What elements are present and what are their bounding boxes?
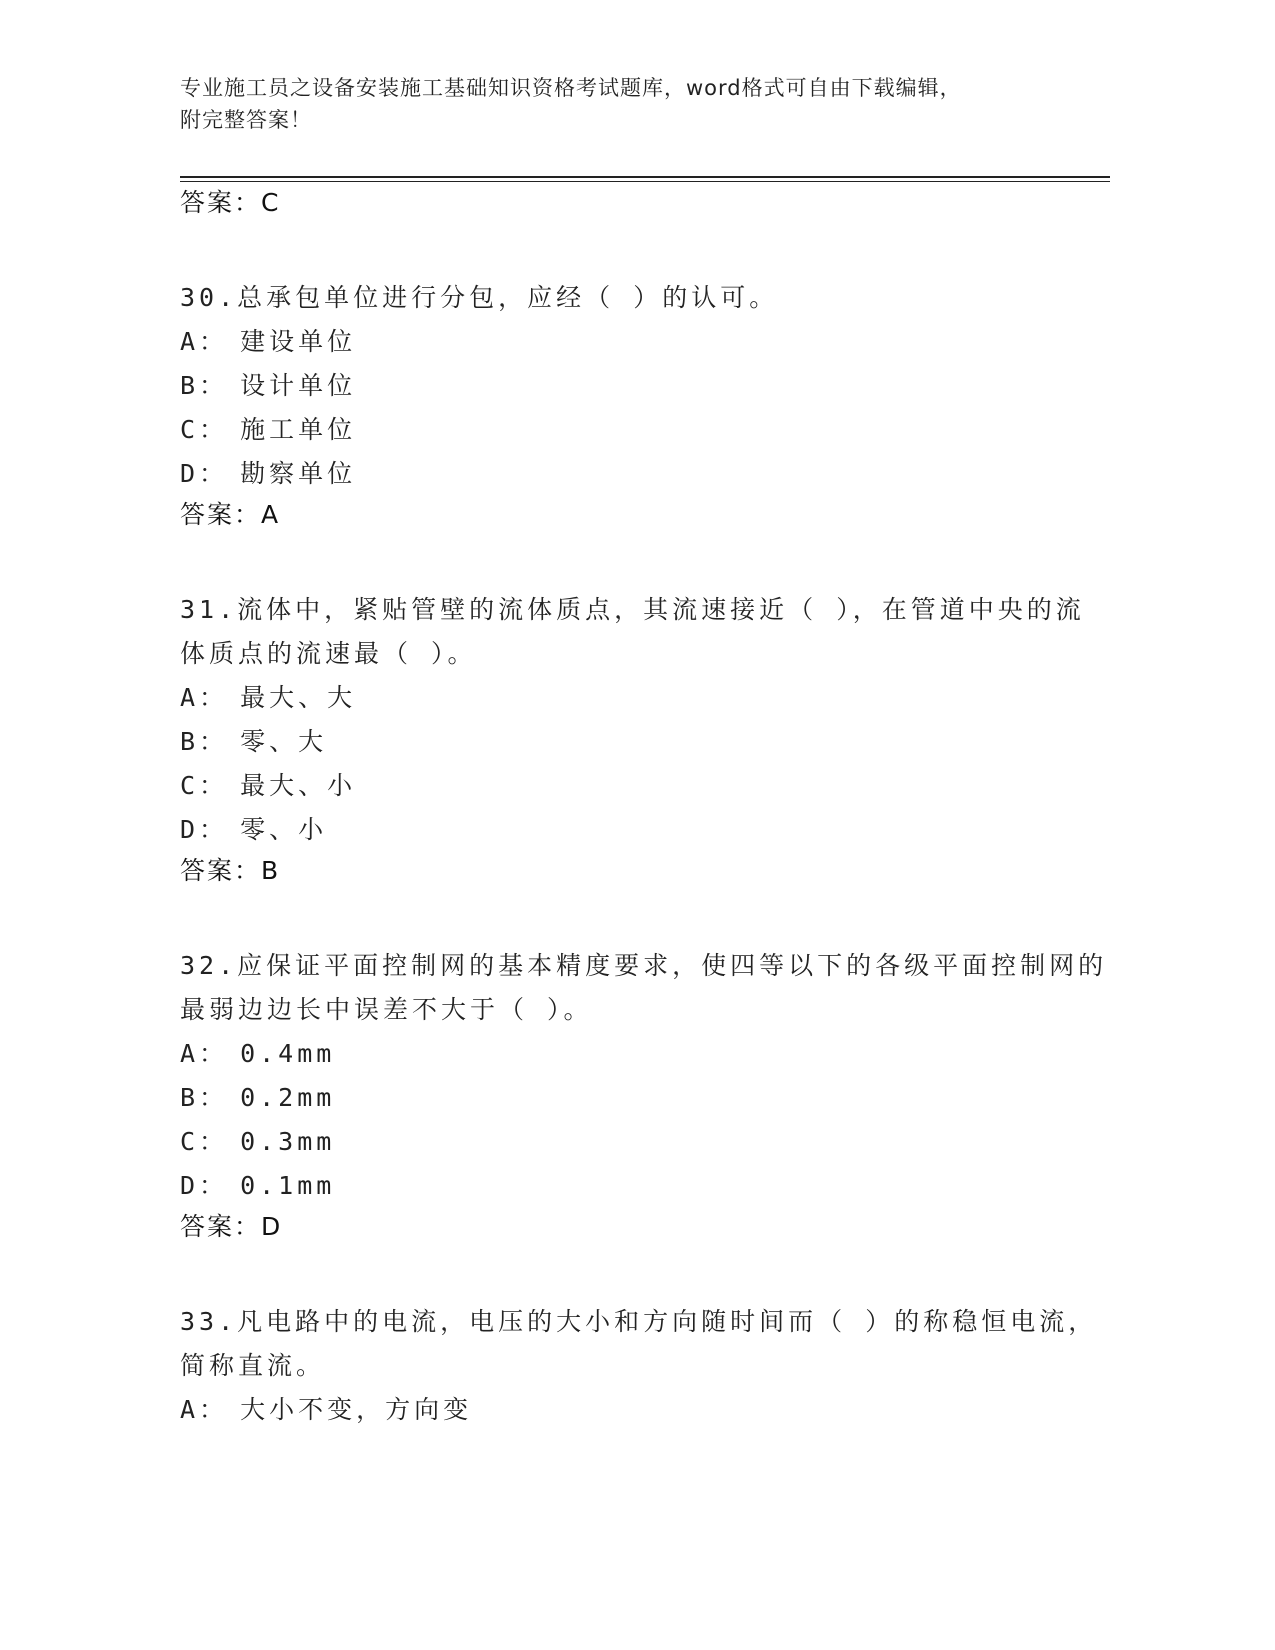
option-a: A： 建设单位	[180, 327, 357, 356]
question-item	[180, 944, 1110, 1242]
answer-line: 答案：B	[180, 856, 280, 885]
option-d: D： 勘察单位	[180, 459, 357, 488]
answer-line: 答案：C	[180, 188, 280, 217]
question-text: 30.总承包单位进行分包，应经（ ）的认可。	[180, 283, 779, 312]
option-d: D： 0.1mm	[180, 1171, 336, 1200]
question-item	[180, 1300, 1110, 1432]
option-b: B： 设计单位	[180, 371, 357, 400]
option-c: C： 最大、小	[180, 771, 357, 800]
question-item	[180, 588, 1110, 886]
document-header	[180, 72, 1040, 136]
question-item	[180, 276, 1110, 530]
question-text: 32.应保证平面控制网的基本精度要求，使四等以下的各级平面控制网的最弱边边长中误差不大于（ ）。	[180, 951, 1108, 1024]
option-c: C： 0.3mm	[180, 1127, 336, 1156]
option-d: D： 零、小	[180, 815, 328, 844]
option-b: B： 0.2mm	[180, 1083, 336, 1112]
header-line-1: 专业施工员之设备安装施工基础知识资格考试题库，word格式可自由下载编辑，	[180, 76, 962, 100]
option-a: A： 最大、大	[180, 683, 357, 712]
option-a: A： 0.4mm	[180, 1039, 336, 1068]
option-a: A： 大小不变，方向变	[180, 1395, 473, 1424]
question-text: 31.流体中，紧贴管壁的流体质点，其流速接近（ ），在管道中央的流体质点的流速最（ ）。	[180, 595, 1085, 668]
header-line-2: 附完整答案！	[180, 108, 312, 132]
answer-line: 答案：A	[180, 500, 280, 529]
option-c: C： 施工单位	[180, 415, 357, 444]
question-text: 33.凡电路中的电流，电压的大小和方向随时间而（ ）的称稳恒电流，简称直流。	[180, 1307, 1098, 1380]
header-divider	[180, 176, 1110, 182]
option-b: B： 零、大	[180, 727, 328, 756]
question-list	[180, 188, 1110, 1432]
answer-line: 答案：D	[180, 1212, 282, 1241]
